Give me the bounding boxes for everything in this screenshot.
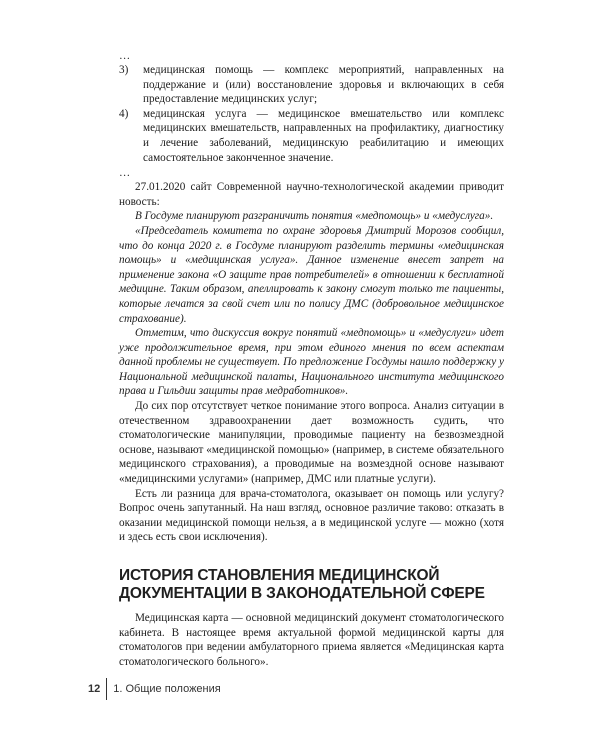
quote-paragraph: В Госдуме планируют разграничить понятия «медпомощь» и «медуслуга». <box>135 210 494 223</box>
page-content <box>119 50 504 669</box>
ellipsis-bottom: … <box>119 167 131 180</box>
body-paragraph: Есть ли разница для врача-стоматолога, оказывает он помощь или услугу? Вопрос очень запутанный. На наш взгляд, основное различие таково: отказать в оказании медицинской помощи нельзя, а в медицинской услуге — можно (хотя и здесь есть свои исключения). <box>119 487 504 544</box>
news-intro-paragraph: 27.01.2020 сайт Современной научно-технологической академии приводит новость: <box>119 181 504 208</box>
list-item <box>119 107 504 165</box>
quote-paragraph: Отметим, что дискуссия вокруг понятий «медпомощь» и «медуслуги» идет уже продолжительное время, при этом единого мнения по всем аспектам данной проблемы не существует. По предложение Госдумы нашло поддержку у Национальной медицинской палаты, Национального института медицинского права и Гильдии защиты прав медработников». <box>119 327 504 398</box>
chapter-title: 1. Общие положения <box>113 683 221 695</box>
page-number: 12 <box>88 683 101 695</box>
list-item-text: медицинская услуга — медицинское вмешательство или комплекс медицинских вмешательств, направленных на профилактику, диагностику и лечение заболеваний, медицинскую реабилитацию и имеющих самостоятельное законченное значение. <box>143 107 504 164</box>
quote-paragraph: «Председатель комитета по охране здоровья Дмитрий Морозов сообщил, что до конца 2020 г. в Госдуме планируют разделить термины «медицинская помощь» и «медицинская услуга». Данное изменение внесет запрет на применение закона «О защите прав потребителей» в отношении к бесплатной медицине. Таким образом, апеллировать к закону смогут только те пациенты, которые лечатся за свой счет или по полису ДМС (добровольное медицинское страхование). <box>119 224 504 325</box>
list-item-text: медицинская помощь — комплекс мероприятий, направленных на поддержание и (или) восстановление здоровья и включающих в себя предоставление медицинских услуг; <box>143 64 504 106</box>
section-body-paragraph: Медицинская карта — основной медицинский документ стоматологического кабинета. В настоящее время актуальной формой медицинской карты для стоматологов при ведении амбулаторного приема является «Медицинская карта стоматологического больного». <box>119 612 504 668</box>
list-item <box>119 63 504 107</box>
page-footer <box>88 678 221 700</box>
definition-list <box>119 63 504 165</box>
body-paragraph: До сих пор отсутствует четкое понимание этого вопроса. Анализ ситуации в отечественном здравоохранении дает возможность судить, что стоматологические манипуляции, проводимые пациенту на безвозмездной основе, называют «медицинской помощью» (например, в системе обязательного медицинского страхования), а проводимые на возмездной основе называют «медицинскими услугами» (например, ДМС или платные услуги). <box>119 400 504 486</box>
list-item-number: 3) <box>119 64 129 76</box>
section-heading: ИСТОРИЯ СТАНОВЛЕНИЯ МЕДИЦИНСКОЙ ДОКУМЕНТАЦИИ В ЗАКОНОДАТЕЛЬНОЙ СФЕРЕ <box>119 567 485 602</box>
ellipsis-top: … <box>119 50 131 62</box>
list-item-number: 4) <box>119 107 129 120</box>
footer-divider <box>106 678 107 700</box>
